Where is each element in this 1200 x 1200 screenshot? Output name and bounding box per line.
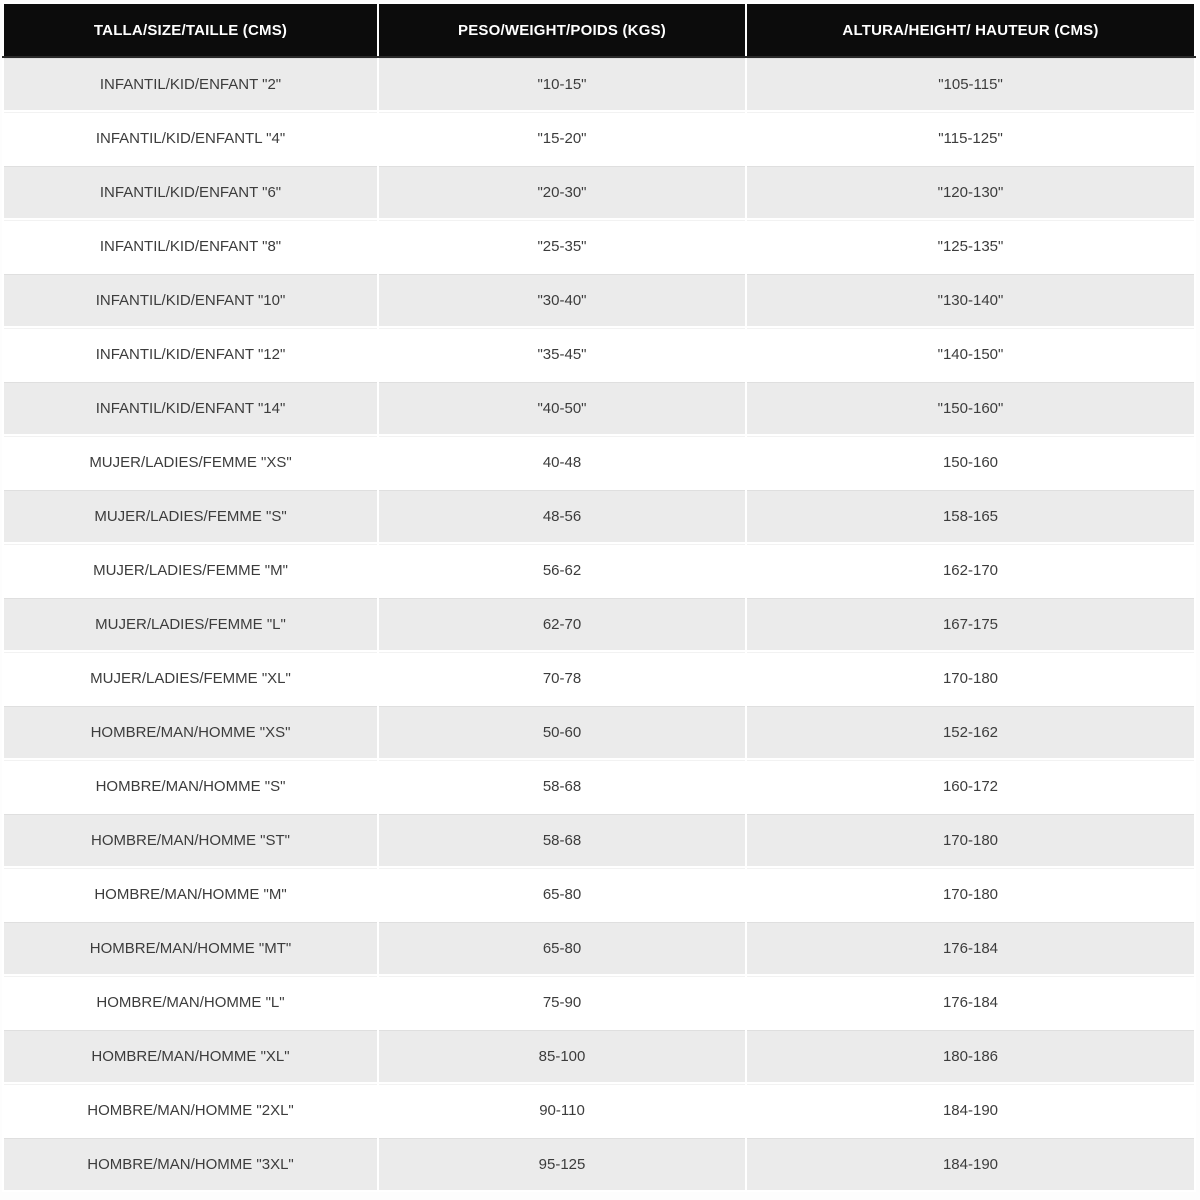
table-row [3, 1083, 1195, 1137]
table-row [3, 1137, 1195, 1191]
size-cell: HOMBRE/MAN/HOMME "MT" [3, 921, 378, 975]
column-header-weight: PESO/WEIGHT/POIDS (KGS) [378, 3, 746, 57]
height-cell: 170-180 [746, 813, 1195, 867]
weight-cell: 50-60 [378, 705, 746, 759]
table-row [3, 921, 1195, 975]
height-cell: "115-125" [746, 111, 1195, 165]
size-cell: HOMBRE/MAN/HOMME "3XL" [3, 1137, 378, 1191]
height-cell: "140-150" [746, 327, 1195, 381]
height-cell: 150-160 [746, 435, 1195, 489]
weight-cell: "30-40" [378, 273, 746, 327]
table-row [3, 813, 1195, 867]
weight-cell: "20-30" [378, 165, 746, 219]
size-cell: INFANTIL/KID/ENFANT "12" [3, 327, 378, 381]
table-row [3, 597, 1195, 651]
size-cell: MUJER/LADIES/FEMME "XL" [3, 651, 378, 705]
table-row [3, 651, 1195, 705]
size-cell: INFANTIL/KID/ENFANT "8" [3, 219, 378, 273]
weight-cell: 90-110 [378, 1083, 746, 1137]
weight-cell: "35-45" [378, 327, 746, 381]
table-row [3, 273, 1195, 327]
height-cell: "130-140" [746, 273, 1195, 327]
height-cell: 184-190 [746, 1137, 1195, 1191]
weight-cell: 58-68 [378, 813, 746, 867]
table-row [3, 435, 1195, 489]
weight-cell: 85-100 [378, 1029, 746, 1083]
weight-cell: "15-20" [378, 111, 746, 165]
size-cell: HOMBRE/MAN/HOMME "2XL" [3, 1083, 378, 1137]
table-row [3, 111, 1195, 165]
height-cell: 152-162 [746, 705, 1195, 759]
table-row [3, 489, 1195, 543]
table-row [3, 57, 1195, 111]
size-cell: HOMBRE/MAN/HOMME "XS" [3, 705, 378, 759]
column-header-size: TALLA/SIZE/TAILLE (CMS) [3, 3, 378, 57]
weight-cell: 48-56 [378, 489, 746, 543]
size-cell: INFANTIL/KID/ENFANT "10" [3, 273, 378, 327]
weight-cell: "10-15" [378, 57, 746, 111]
height-cell: 184-190 [746, 1083, 1195, 1137]
weight-cell: "40-50" [378, 381, 746, 435]
height-cell: "150-160" [746, 381, 1195, 435]
height-cell: 176-184 [746, 921, 1195, 975]
height-cell: 170-180 [746, 651, 1195, 705]
size-cell: INFANTIL/KID/ENFANTL "4" [3, 111, 378, 165]
table-row [3, 327, 1195, 381]
table-row [3, 381, 1195, 435]
table-row [3, 1029, 1195, 1083]
height-cell: 167-175 [746, 597, 1195, 651]
height-cell: 160-172 [746, 759, 1195, 813]
height-cell: 176-184 [746, 975, 1195, 1029]
size-cell: HOMBRE/MAN/HOMME "M" [3, 867, 378, 921]
size-cell: MUJER/LADIES/FEMME "M" [3, 543, 378, 597]
table-row [3, 975, 1195, 1029]
weight-cell: "25-35" [378, 219, 746, 273]
header-row [3, 3, 1195, 57]
table-row [3, 705, 1195, 759]
weight-cell: 62-70 [378, 597, 746, 651]
weight-cell: 75-90 [378, 975, 746, 1029]
height-cell: 162-170 [746, 543, 1195, 597]
height-cell: 170-180 [746, 867, 1195, 921]
table-row [3, 543, 1195, 597]
height-cell: 158-165 [746, 489, 1195, 543]
table-row [3, 759, 1195, 813]
weight-cell: 56-62 [378, 543, 746, 597]
table-row [3, 165, 1195, 219]
weight-cell: 70-78 [378, 651, 746, 705]
column-header-height: ALTURA/HEIGHT/ HAUTEUR (CMS) [746, 3, 1195, 57]
size-cell: INFANTIL/KID/ENFANT "14" [3, 381, 378, 435]
size-cell: HOMBRE/MAN/HOMME "XL" [3, 1029, 378, 1083]
size-cell: HOMBRE/MAN/HOMME "L" [3, 975, 378, 1029]
weight-cell: 58-68 [378, 759, 746, 813]
height-cell: "125-135" [746, 219, 1195, 273]
size-cell: MUJER/LADIES/FEMME "S" [3, 489, 378, 543]
size-cell: INFANTIL/KID/ENFANT "2" [3, 57, 378, 111]
table-row [3, 867, 1195, 921]
size-chart-table [2, 2, 1196, 1192]
weight-cell: 65-80 [378, 867, 746, 921]
weight-cell: 65-80 [378, 921, 746, 975]
size-cell: MUJER/LADIES/FEMME "XS" [3, 435, 378, 489]
size-cell: HOMBRE/MAN/HOMME "S" [3, 759, 378, 813]
height-cell: "120-130" [746, 165, 1195, 219]
weight-cell: 40-48 [378, 435, 746, 489]
height-cell: "105-115" [746, 57, 1195, 111]
size-cell: MUJER/LADIES/FEMME "L" [3, 597, 378, 651]
size-cell: INFANTIL/KID/ENFANT "6" [3, 165, 378, 219]
table-row [3, 219, 1195, 273]
weight-cell: 95-125 [378, 1137, 746, 1191]
size-cell: HOMBRE/MAN/HOMME "ST" [3, 813, 378, 867]
height-cell: 180-186 [746, 1029, 1195, 1083]
